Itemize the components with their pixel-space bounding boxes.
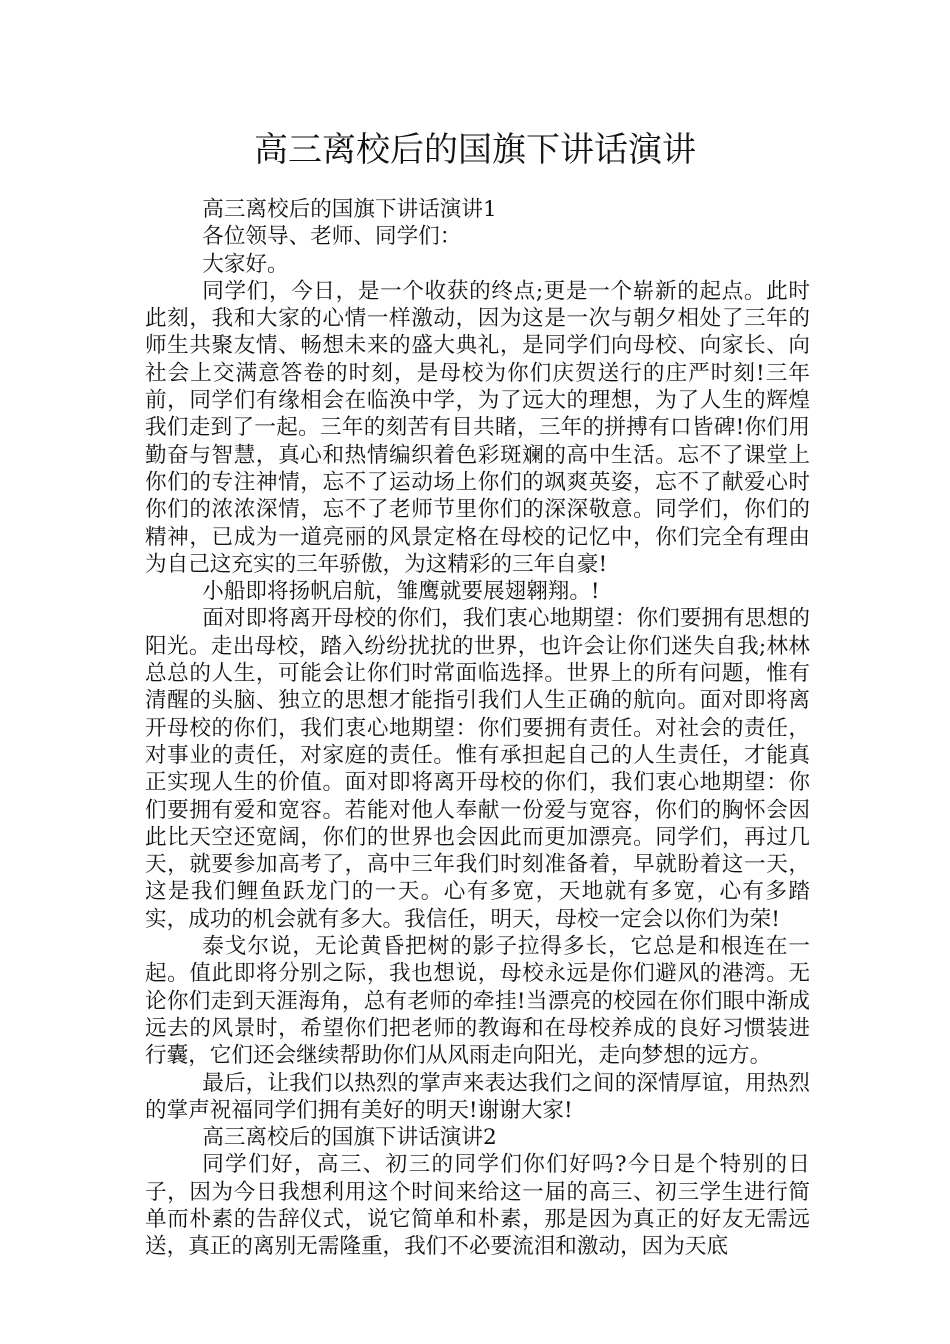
greeting: 大家好。 (202, 251, 289, 277)
document-body (145, 196, 810, 1261)
body-paragraph: 面对即将离开母校的你们，我们衷心地期望：你们要拥有思想的阳光。走出母校，踏入纷纷扰扰的世界，也许会让你们迷失自我;林林总总的人生，可能会让你们时常面临选择。世界上的所有问题，惟有清醒的头脑、独立的思想才能指引我们人生正确的航向。面对即将离开母校的你们，我们衷心地期望：你们要拥有责任。对社会的责任，对事业的责任，对家庭的责任。惟有承担起自己的人生责任，才能真正实现人生的价值。面对即将离开母校的你们，我们衷心地期望：你们要拥有爱和宽容。若能对他人奉献一份爱与宽容，你们的胸怀会因此比天空还宽阔，你们的世界也会因此而更加漂亮。同学们，再过几天，就要参加高考了，高中三年我们时刻准备着，早就盼着这一天，这是我们鲤鱼跃龙门的一天。心有多宽，天地就有多宽，心有多踏实，成功的机会就有多大。我信任，明天，母校一定会以你们为荣! (145, 606, 810, 932)
body-paragraph: 同学们好，高三、初三的同学们你们好吗?今日是个特别的日子，因为今日我想利用这个时间来给这一届的高三、初三学生进行简单而朴素的告辞仪式，说它简单和朴素，那是因为真正的好友无需远送，真正的离别无需隆重，我们不必要流泪和激动，因为天底 (145, 1152, 810, 1260)
document-title: 高三离校后的国旗下讲话演讲 (254, 130, 696, 170)
section-heading-2: 高三离校后的国旗下讲话演讲2 (202, 1125, 497, 1151)
body-paragraph: 同学们，今日，是一个收获的终点;更是一个崭新的起点。此时此刻，我和大家的心情一样激动，因为这是一次与朝夕相处了三年的师生共聚友情、畅想未来的盛大典礼，是同学们向母校、向家长、向社会上交满意答卷的时刻，是母校为你们庆贺送行的庄严时刻!三年前，同学们有缘相会在临涣中学，为了远大的理想，为了人生的辉煌我们走到了一起。三年的刻苦有目共睹，三年的拼搏有口皆碑!你们用勤奋与智慧，真心和热情编织着色彩斑斓的高中生活。忘不了课堂上你们的专注神情，忘不了运动场上你们的飒爽英姿，忘不了献爱心时你们的浓浓深情，忘不了老师节里你们的深深敬意。同学们，你们的精神，已成为一道亮丽的风景定格在母校的记忆中，你们完全有理由为自己这充实的三年骄傲，为这精彩的三年自豪! (145, 278, 810, 577)
section-heading-1: 高三离校后的国旗下讲话演讲1 (202, 197, 497, 222)
body-paragraph: 泰戈尔说，无论黄昏把树的影子拉得多长，它总是和根连在一起。值此即将分别之际，我也想说，母校永远是你们避风的港湾。无论你们走到天涯海角，总有老师的牵挂!当漂亮的校园在你们眼中渐成远去的风景时，希望你们把老师的教诲和在母校养成的良好习惯装进行囊，它们还会继续帮助你们从风雨走向阳光，走向梦想的远方。 (145, 934, 810, 1069)
salutation: 各位领导、老师、同学们： (202, 224, 462, 250)
body-paragraph: 小船即将扬帆启航，雏鹰就要展翅翱翔。! (202, 579, 600, 605)
closing-paragraph: 最后，让我们以热烈的掌声来表达我们之间的深情厚谊，用热烈的掌声祝福同学们拥有美好的明天!谢谢大家! (145, 1070, 810, 1123)
